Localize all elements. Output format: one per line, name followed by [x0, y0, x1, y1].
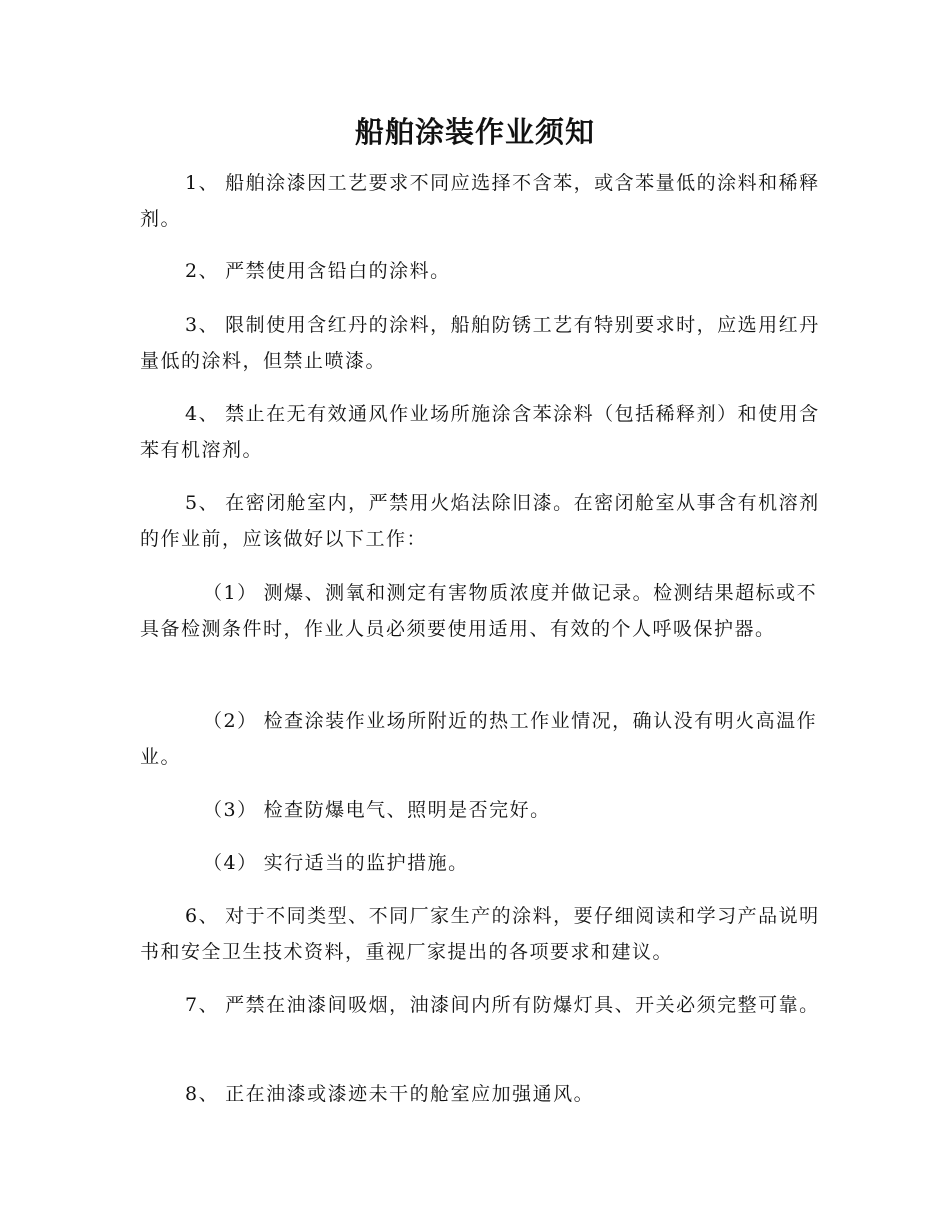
item-number: 3、: [185, 314, 220, 336]
item-text: 禁止在无有效通风作业场所施涂含苯涂料（包括稀释剂）和使用含苯有机溶剂。: [140, 403, 820, 461]
subitem-1: [140, 575, 820, 647]
subitem-4: [140, 845, 820, 881]
item-1: [140, 165, 820, 237]
item-text: 船舶涂漆因工艺要求不同应选择不含苯，或含苯量低的涂料和稀释剂。: [140, 172, 820, 230]
subitem-3: [140, 792, 820, 828]
subitem-text: 检查防爆电气、照明是否完好。: [263, 799, 551, 821]
item-text: 在密闭舱室内，严禁用火焰法除旧漆。在密闭舱室从事含有机溶剂的作业前，应该做好以下工作：: [140, 492, 820, 550]
subitem-text: 实行适当的监护措施。: [263, 852, 469, 874]
item-text: 限制使用含红丹的涂料，船舶防锈工艺有特别要求时，应选用红丹量低的涂料，但禁止喷漆。: [140, 314, 820, 372]
item-text: 对于不同类型、不同厂家生产的涂料，要仔细阅读和学习产品说明书和安全卫生技术资料，重视厂家提出的各项要求和建议。: [140, 905, 820, 963]
item-number: 2、: [185, 260, 220, 282]
item-number: 7、: [185, 994, 220, 1016]
item-number: 5、: [185, 492, 220, 514]
subitem-number: （4）: [203, 852, 258, 874]
item-6: [140, 898, 820, 970]
subitem-text: 检查涂装作业场所附近的热工作业情况，确认没有明火高温作业。: [140, 710, 818, 768]
subitem-number: （1）: [203, 582, 258, 604]
subitem-number: （2）: [203, 710, 258, 732]
item-number: 6、: [185, 905, 220, 927]
document-title: 船舶涂装作业须知: [354, 115, 595, 149]
item-number: 4、: [185, 403, 220, 425]
item-8: [140, 1076, 820, 1112]
item-text: 严禁在油漆间吸烟，油漆间内所有防爆灯具、开关必须完整可靠。: [225, 994, 820, 1016]
item-number: 1、: [185, 172, 220, 194]
item-number: 8、: [185, 1083, 220, 1105]
item-7: [140, 987, 820, 1023]
item-text: 正在油漆或漆迹未干的舱室应加强通风。: [225, 1083, 595, 1105]
item-2: [140, 253, 820, 289]
subitem-2: [140, 703, 820, 775]
item-text: 严禁使用含铅白的涂料。: [225, 260, 451, 282]
item-3: [140, 307, 820, 379]
subitem-text: 测爆、测氧和测定有害物质浓度并做记录。检测结果超标或不具备检测条件时，作业人员必须要使用适用、有效的个人呼吸保护器。: [140, 582, 818, 640]
item-5: [140, 485, 820, 557]
item-4: [140, 396, 820, 468]
subitem-number: （3）: [203, 799, 258, 821]
